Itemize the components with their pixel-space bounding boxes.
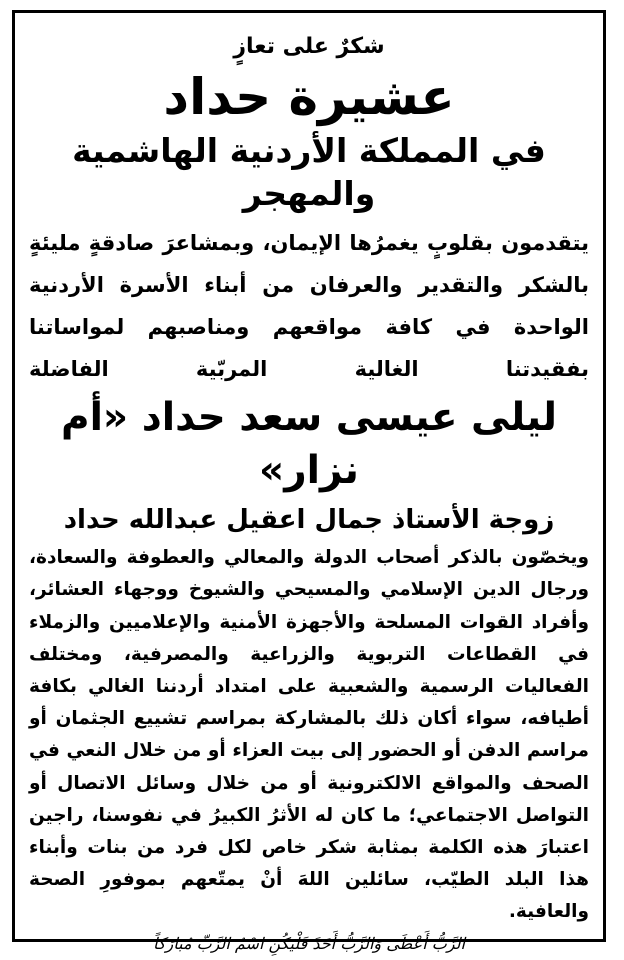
body-paragraph: ويخصّون بالذكر أصحاب الدولة والمعالي والعطوفة والسعادة، ورجال الدين الإسلامي والمسيحي والشيوخ ووجهاء العشائر، وأفراد القوات المسلحة والأجهزة الأمنية والإعلاميين والزملاء في القطاعات التربوية والزراعية والمصرفية، ومختلف الفعاليات الرسمية والشعبية على امتداد أردننا الغالي بكافة أطيافه، سواء أكان ذلك بالمشاركة بمراسم تشييع الجثمان أو مراسم الدفن أو الحضور إلى بيت العزاء أو من خلال النعي في الصحف والمواقع الالكترونية أو من خلال وسائل الاتصال أو التواصل الاجتماعي؛ ما كان له الأثرُ الكبيرُ في نفوسنا، راجين اعتبارَ هذه الكلمة بمثابة شكر خاص لكل فرد من بنات وأبناء هذا البلد الطيّب، سائلين اللهَ أنْ يمتّعهم بموفورِ الصحة والعافية. bbox=[29, 547, 589, 923]
pre-title: شكرٌ على تعازٍ bbox=[233, 34, 385, 59]
notice-frame bbox=[12, 10, 606, 953]
region-line: في المملكة الأردنية الهاشمية والمهجر bbox=[72, 131, 546, 213]
spouse-line: زوجة الأستاذ جمال اعقيل عبدالله حداد bbox=[63, 505, 555, 536]
family-title: عشيرة حداد bbox=[163, 67, 455, 126]
intro-paragraph: يتقدمون بقلوبٍ يغمرُها الإيمان، وبمشاعرَ صادقةٍ مليئةٍ بالشكر والتقدير والعرفان من أبناء الأسرة الأردنية الواحدة في كافة مواقعهم ومناصبهم لمواساتنا بفقيدتنا الغالية المربّية الفاضلة bbox=[29, 230, 589, 381]
closing-verse: الرَّبُّ أَعْطَى وَالرَّبُّ أَخَذَ فَلْيَكُنِ اسْمُ الرَّبِّ مُبَارَكاً bbox=[153, 933, 465, 953]
deceased-name: ليلى عيسى سعد حداد «أم نزار» bbox=[60, 394, 557, 493]
